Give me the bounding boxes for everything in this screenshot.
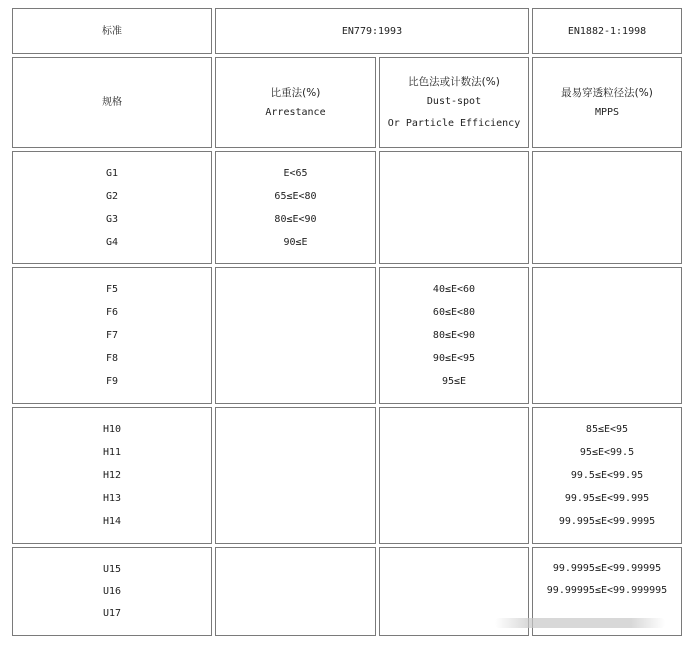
dustspot-cell-f <box>379 267 529 404</box>
standard-label: 标准 <box>102 25 122 37</box>
standard-label-cell <box>12 8 212 54</box>
en1882-cell <box>532 8 682 54</box>
arrestance-cell-u <box>215 547 376 636</box>
arrestance-head-cell <box>215 57 376 148</box>
grade-g1: G1 <box>105 167 119 179</box>
grade-f5: F5 <box>105 284 119 295</box>
grade-f9: F9 <box>105 376 119 387</box>
mpps-cell-f <box>532 267 682 404</box>
dustspot-f8: 90≤E<95 <box>432 353 476 364</box>
mpps-h12: 99.5≤E<99.95 <box>570 470 644 481</box>
grade-h12: H12 <box>102 470 122 481</box>
spec-label: 规格 <box>102 97 122 108</box>
en779-cell <box>215 8 529 54</box>
dustspot-head-cell <box>379 57 529 148</box>
grade-u16: U16 <box>102 585 122 597</box>
mpps-head-cell <box>532 57 682 148</box>
filter-grade-table <box>9 5 685 639</box>
en1882-label: EN1882-1:1998 <box>567 25 647 37</box>
arrestance-cn: 比重法(%) <box>270 86 321 99</box>
mpps-u15: 99.9995≤E<99.99995 <box>552 563 662 574</box>
table-row-f <box>12 267 682 404</box>
mpps-h13: 99.95≤E<99.995 <box>564 493 650 504</box>
subheader-row <box>12 57 682 148</box>
dustspot-cell-g <box>379 151 529 264</box>
grade-cell-h <box>12 407 212 544</box>
grade-f6: F6 <box>105 307 119 318</box>
grade-cell-f <box>12 267 212 404</box>
grade-h10: H10 <box>102 424 122 435</box>
grade-g3: G3 <box>105 213 119 225</box>
mpps-h14: 99.995≤E<99.9995 <box>558 516 656 527</box>
grade-g4: G4 <box>105 236 119 248</box>
arrestance-cell-g <box>215 151 376 264</box>
grade-h11: H11 <box>102 447 122 458</box>
grade-u15: U15 <box>102 563 122 575</box>
grade-f7: F7 <box>105 330 119 341</box>
grade-f8: F8 <box>105 353 119 364</box>
header-row <box>12 8 682 54</box>
grade-h13: H13 <box>102 493 122 504</box>
arrestance-en: Arrestance <box>265 106 326 118</box>
dustspot-f5: 40≤E<60 <box>432 284 476 295</box>
grade-h14: H14 <box>102 516 122 527</box>
mpps-u16: 99.99995≤E<99.999995 <box>546 585 668 596</box>
mpps-h10: 85≤E<95 <box>585 424 629 435</box>
mpps-en: MPPS <box>594 106 620 118</box>
grade-cell-g <box>12 151 212 264</box>
dustspot-en-2: Or Particle Efficiency <box>387 117 521 129</box>
arrestance-cell-h <box>215 407 376 544</box>
arrestance-g4: 90≤E <box>283 236 308 248</box>
arrestance-cell-f <box>215 267 376 404</box>
mpps-cell-h <box>532 407 682 544</box>
spec-label-cell <box>12 57 212 148</box>
dustspot-f6: 60≤E<80 <box>432 307 476 318</box>
table-row-g <box>12 151 682 264</box>
grade-cell-u <box>12 547 212 636</box>
arrestance-g3: 80≤E<90 <box>274 213 317 225</box>
mpps-h11: 95≤E<99.5 <box>579 447 635 458</box>
grade-g2: G2 <box>105 190 119 202</box>
dustspot-cell-h <box>379 407 529 544</box>
blurred-watermark <box>495 618 665 628</box>
arrestance-g1: E<65 <box>283 167 308 179</box>
arrestance-g2: 65≤E<80 <box>274 190 317 202</box>
en779-label: EN779:1993 <box>341 25 403 37</box>
mpps-cell-g <box>532 151 682 264</box>
dustspot-en-1: Dust-spot <box>426 95 482 107</box>
grade-u17: U17 <box>102 607 122 619</box>
mpps-cn: 最易穿透粒径法(%) <box>561 86 653 99</box>
dustspot-f9: 95≤E <box>441 376 467 387</box>
table-row-h <box>12 407 682 544</box>
dustspot-cn: 比色法或计数法(%) <box>408 75 500 88</box>
dustspot-f7: 80≤E<90 <box>432 330 476 341</box>
